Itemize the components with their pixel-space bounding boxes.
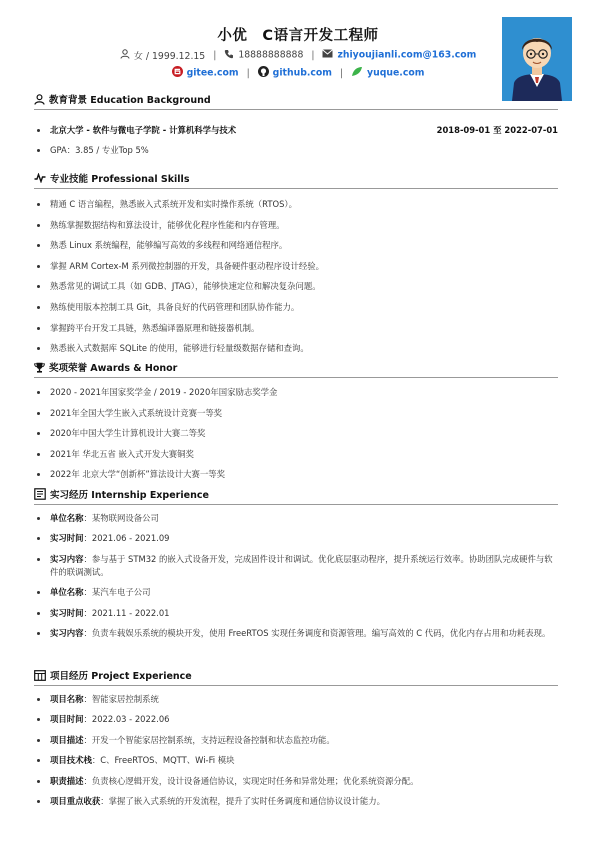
internship-list <box>34 512 558 640</box>
item-text: ：C、FreeRTOS、MQTT、Wi-Fi 模块 <box>91 755 235 766</box>
document-list-icon <box>34 488 46 500</box>
education-school-row <box>34 124 558 137</box>
list-item <box>34 713 558 726</box>
list-item <box>34 775 558 788</box>
project-heading <box>34 668 558 686</box>
item-text: ：某物联网设备公司 <box>83 513 159 523</box>
education-heading-text: 教育背景 Education Background <box>49 95 211 106</box>
list-item: 精通 C 语言编程，熟悉嵌入式系统开发和实时操作系统（RTOS）。 <box>34 198 558 211</box>
skills-section <box>34 171 558 363</box>
email-icon <box>322 49 333 61</box>
list-item: 2021年 华北五省 嵌入式开发大赛铜奖 <box>34 448 558 461</box>
list-item <box>34 734 558 747</box>
gitee-icon <box>172 66 183 80</box>
kanban-icon <box>34 670 46 681</box>
item-label: 项目技术栈 <box>50 755 92 766</box>
skills-list <box>34 198 558 355</box>
item-label: 实习内容 <box>50 553 84 564</box>
list-item: 熟悉嵌入式数据库 SQLite 的使用，能够进行轻量级数据存储和查询。 <box>34 342 558 355</box>
contact-line-basic: 女 / 1999.12.15 | 18888888888 | zhiyoujianli.com@163.com <box>0 48 596 62</box>
github-icon <box>258 66 269 80</box>
project-list <box>34 693 558 808</box>
list-item <box>34 607 558 620</box>
item-text: ：2022.03 - 2022.06 <box>83 714 170 725</box>
activity-icon <box>34 173 46 183</box>
education-period: 2018-09-01 至 2022-07-01 <box>436 125 558 135</box>
internship-heading-text: 实习经历 Internship Experience <box>50 490 209 501</box>
phone-number: 18888888888 <box>238 49 304 61</box>
item-label: 项目描述 <box>50 734 84 745</box>
project-section <box>34 668 558 815</box>
item-label: 实习时间 <box>50 533 84 544</box>
item-label: 职责描述 <box>50 775 84 786</box>
list-item <box>34 512 558 525</box>
item-text: ：某汽车电子公司 <box>83 587 151 598</box>
list-item: 2020 - 2021年国家奖学金 / 2019 - 2020年国家励志奖学金 <box>34 386 558 399</box>
list-item <box>34 795 558 808</box>
awards-heading-text: 奖项荣誉 Awards & Honor <box>49 363 178 374</box>
item-label: 实习时间 <box>50 607 84 618</box>
skills-heading-text: 专业技能 Professional Skills <box>50 174 190 185</box>
skills-heading <box>34 171 558 189</box>
awards-list <box>34 386 558 481</box>
avatar <box>502 17 572 101</box>
item-label: 项目时间 <box>50 714 84 725</box>
item-text: ：开发一个智能家居控制系统，支持远程设备控制和状态监控功能。 <box>83 734 335 745</box>
item-text: ：负责核心逻辑开发，设计设备通信协议，实现定时任务和异常处理；优化系统资源分配。 <box>83 775 419 786</box>
trophy-icon <box>34 362 45 373</box>
list-item: 掌握跨平台开发工具链，熟悉编译器原理和链接器机制。 <box>34 322 558 335</box>
phone-icon <box>224 49 234 62</box>
list-item <box>34 627 558 640</box>
list-item <box>34 532 558 545</box>
item-text: ：负责车载娱乐系统的模块开发，使用 FreeRTOS 实现任务调度和资源管理。编写高效的 C 代码，优化内存占用和功耗表现。 <box>83 627 551 638</box>
list-item: 熟练掌握数据结构和算法设计，能够优化程序性能和内存管理。 <box>34 219 558 232</box>
internship-section <box>34 487 558 647</box>
person-icon <box>34 94 45 105</box>
list-item: 2021年全国大学生嵌入式系统设计竞赛一等奖 <box>34 407 558 420</box>
education-gpa: GPA：3.85 / 专业Top 5% <box>34 144 558 157</box>
contact-line-links: gitee.com | github.com | yuque.com <box>0 66 596 80</box>
gender-birth: 女 / 1999.12.15 <box>133 51 206 62</box>
list-item: 掌握 ARM Cortex-M 系列微控制器的开发，具备硬件驱动程序设计经验。 <box>34 260 558 273</box>
github-link[interactable]: github.com <box>272 67 332 79</box>
user-icon <box>120 49 130 62</box>
item-label: 项目名称 <box>50 694 84 704</box>
education-heading <box>34 92 558 110</box>
item-label: 项目重点收获 <box>50 795 101 806</box>
item-text: ：智能家居控制系统 <box>83 694 159 704</box>
list-item <box>34 553 558 579</box>
list-item <box>34 586 558 599</box>
list-item: 2020年中国大学生计算机设计大赛二等奖 <box>34 427 558 440</box>
list-item: 熟悉 Linux 系统编程，能够编写高效的多线程和网络通信程序。 <box>34 239 558 252</box>
list-item: 熟练使用版本控制工具 Git，具备良好的代码管理和团队协作能力。 <box>34 301 558 314</box>
yuque-icon <box>351 66 363 80</box>
item-text: ：2021.06 - 2021.09 <box>83 533 170 544</box>
item-text: ：参与基于 STM32 的嵌入式设备开发，完成固件设计和调试。优化底层驱动程序，提升系统运行效率。协助团队完成硬件与软件的联调测试。 <box>50 553 553 577</box>
awards-section <box>34 360 558 489</box>
internship-heading <box>34 487 558 505</box>
yuque-link[interactable]: yuque.com <box>367 67 425 79</box>
email-link[interactable]: zhiyoujianli.com@163.com <box>337 49 477 61</box>
gitee-link[interactable]: gitee.com <box>186 67 239 79</box>
page-title: 小优 C语言开发工程师 <box>217 28 379 44</box>
list-item: 2022年 北京大学“创新杯”算法设计大赛一等奖 <box>34 468 558 481</box>
awards-heading <box>34 360 558 378</box>
list-item <box>34 754 558 767</box>
education-section <box>34 92 558 157</box>
project-heading-text: 项目经历 Project Experience <box>50 671 192 682</box>
list-item <box>34 693 558 706</box>
item-label: 实习内容 <box>50 627 84 638</box>
item-label: 单位名称 <box>50 513 84 523</box>
item-text: ：2021.11 - 2022.01 <box>83 607 170 618</box>
list-item: 熟悉常见的调试工具（如 GDB、JTAG），能够快速定位和解决复杂问题。 <box>34 280 558 293</box>
item-text: ：掌握了嵌入式系统的开发流程，提升了实时任务调度和通信协议设计能力。 <box>100 795 385 806</box>
item-label: 单位名称 <box>50 587 84 598</box>
education-school: 北京大学 - 软件与微电子学院 - 计算机科学与技术 <box>50 125 237 135</box>
